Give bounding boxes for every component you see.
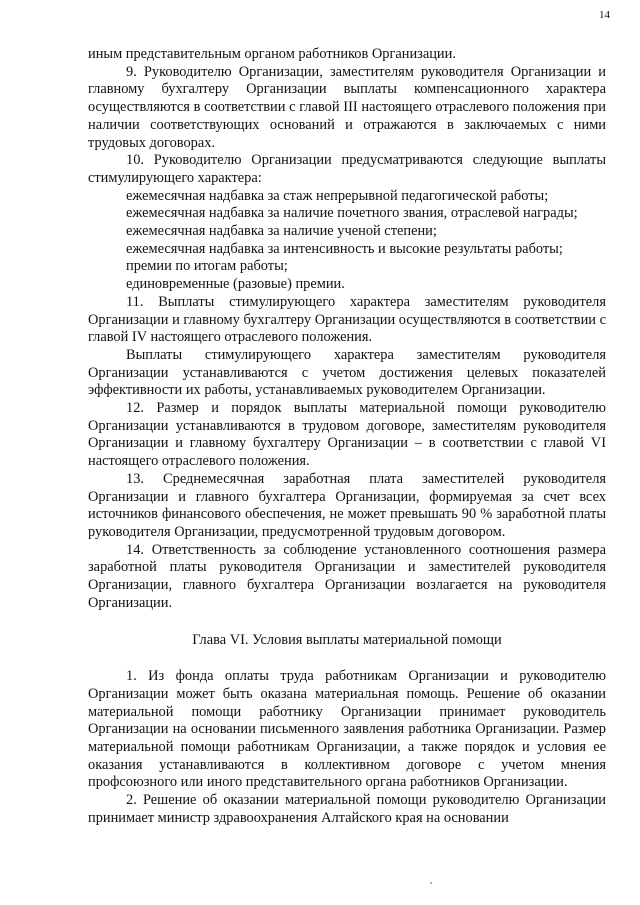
- chapter-paragraph-1: 1. Из фонда оплаты труда работникам Организации и руководителю Организации может быть оказана материальная помощь. Решение об оказании материальной помощи работнику Организации принимает руководитель Организации на основании письменного заявления работника Организации. Размер материальной помощи работникам Организации, а также порядок и условия ее оказания устанавливаются в коллективном договоре с учетом мнения профсоюзного или иного представительного органа работников Организации.: [88, 668, 606, 791]
- chapter-title: Глава VI. Условия выплаты материальной помощи: [192, 631, 502, 648]
- document-body: [88, 46, 606, 828]
- paragraph-13: 13. Среднемесячная заработная плата заместителей руководителя Организации и главного бухгалтера Организации, формируемая за счет всех источников финансового обеспечения, не может превышать 90 % заработной платы руководителя Организации, предусмотренной трудовым договором.: [88, 470, 606, 540]
- paragraph-11: 11. Выплаты стимулирующего характера заместителям руководителя Организации и главному бухгалтеру Организации осуществляются в соответствии с главой IV настоящего отраслевого положения.: [88, 293, 606, 346]
- paragraph-12: 12. Размер и порядок выплаты материальной помощи руководителю Организации устанавливаются в трудовом договоре, заместителям руководителя Организации и главному бухгалтеру Организации – в соответствии с главой VI настоящего отраслевого положения.: [88, 400, 606, 470]
- paragraph-10: 10. Руководителю Организации предусматриваются следующие выплаты стимулирующего характера:: [88, 152, 606, 186]
- list-item: премии по итогам работы;: [126, 258, 288, 275]
- list-incentive-payments: [88, 188, 606, 294]
- paragraph-continuation: иным представительным органом работников Организации.: [88, 46, 456, 62]
- list-item: ежемесячная надбавка за наличие ученой степени;: [126, 223, 437, 240]
- page-number: 14: [599, 9, 610, 21]
- chapter-paragraph-2: 2. Решение об оказании материальной помощи руководителю Организации принимает министр здравоохранения Алтайского края на основании: [88, 792, 606, 826]
- list-item: ежемесячная надбавка за интенсивность и высокие результаты работы;: [126, 240, 563, 257]
- paragraph-14: 14. Ответственность за соблюдение установленного соотношения размера заработной платы руководителя Организации и заместителей руководителя Организации, главного бухгалтера Организации возлагается на руководителя Организации.: [88, 541, 606, 611]
- list-item: ежемесячная надбавка за наличие почетного звания, отраслевой награды;: [126, 205, 578, 222]
- list-item: ежемесячная надбавка за стаж непрерывной педагогической работы;: [126, 187, 549, 204]
- scan-speck: [430, 882, 432, 884]
- list-item: единовременные (разовые) премии.: [126, 276, 345, 293]
- paragraph-9: 9. Руководителю Организации, заместителям руководителя Организации и главному бухгалтеру Организации выплаты компенсационного характера осуществляются в соответствии с главой III настоящего отраслевого положения при наличии соответствующих оснований и отражаются в заключаемых с ними трудовых договорах.: [88, 63, 606, 151]
- paragraph-11-continued: Выплаты стимулирующего характера заместителям руководителя Организации устанавливаются с учетом достижения целевых показателей эффективности их работы, устанавливаемых руководителем Организации.: [88, 346, 606, 399]
